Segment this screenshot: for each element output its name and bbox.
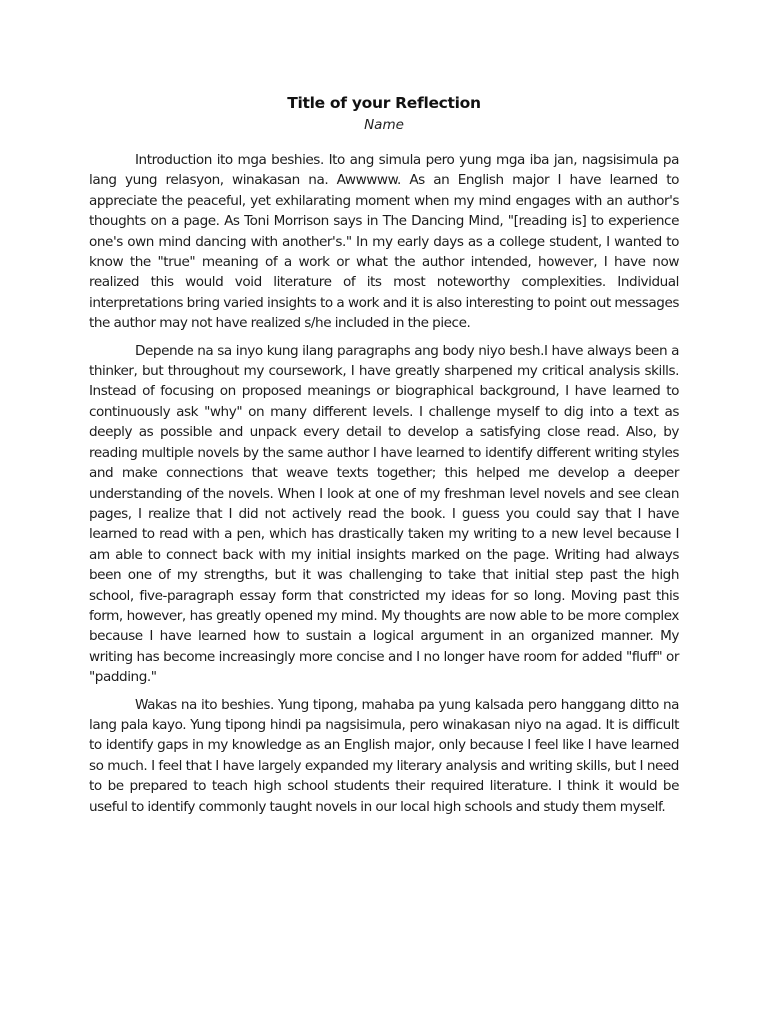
document-body bbox=[89, 150, 679, 824]
document-author: Name bbox=[364, 117, 404, 133]
paragraph-introduction: Introduction ito mga beshies. Ito ang simula pero yung mga iba jan, nagsisimula pa lang yung relasyon, winakasan na. Awwwww. As an English major I have learned to appreciate the peaceful, yet exhilarating moment when my mind engages with an author's thoughts on a page. As Toni Morrison says in The Dancing Mind, "[reading is] to experience one's own mind dancing with another's." In my early days as a college student, I wanted to know the "true" meaning of a work or what the author intended, however, I have now realized this would void literature of its most noteworthy complexities. Individual interpretations bring varied insights to a work and it is also interesting to point out messages the author may not have realized s/he included in the piece. bbox=[89, 152, 679, 332]
paragraph-body: Depende na sa inyo kung ilang paragraphs ang body niyo besh.I have always been a thinker, but throughout my coursework, I have greatly sharpened my critical analysis skills. Instead of focusing on proposed meanings or biographical background, I have learned to continuously ask "why" on many different levels. I challenge myself to dig into a text as deeply as possible and unpack every detail to develop a satisfying close read. Also, by reading multiple novels by the same author I have learned to identify different writing styles and make connections that weave texts together; this helped me develop a deeper understanding of the novels. When I look at one of my freshman level novels and see clean pages, I realize that I did not actively read the book. I guess you could say that I have learned to read with a pen, which has drastically taken my writing to a new level because I am able to connect back with my initial insights marked on the page. Writing had always been one of my strengths, but it was challenging to take that initial step past the high school, five-paragraph essay form that constricted my ideas for so long. Moving past this form, however, has greatly opened my mind. My thoughts are now able to be more complex because I have learned how to sustain a logical argument in an organized manner. My writing has become increasingly more concise and I no longer have room for added "fluff" or "padding." bbox=[89, 342, 679, 686]
document-title: Title of your Reflection bbox=[287, 94, 481, 112]
paragraph-conclusion: Wakas na ito beshies. Yung tipong, mahaba pa yung kalsada pero hanggang ditto na lang pala kayo. Yung tipong hindi pa nagsisimula, pero winakasan niyo na agad. It is difficult to identify gaps in my knowledge as an English major, only because I feel like I have learned so much. I feel that I have largely expanded my literary analysis and writing skills, but I need to be prepared to teach high school students their required literature. I think it would be useful to identify commonly taught novels in our local high schools and study them myself. bbox=[89, 696, 679, 815]
